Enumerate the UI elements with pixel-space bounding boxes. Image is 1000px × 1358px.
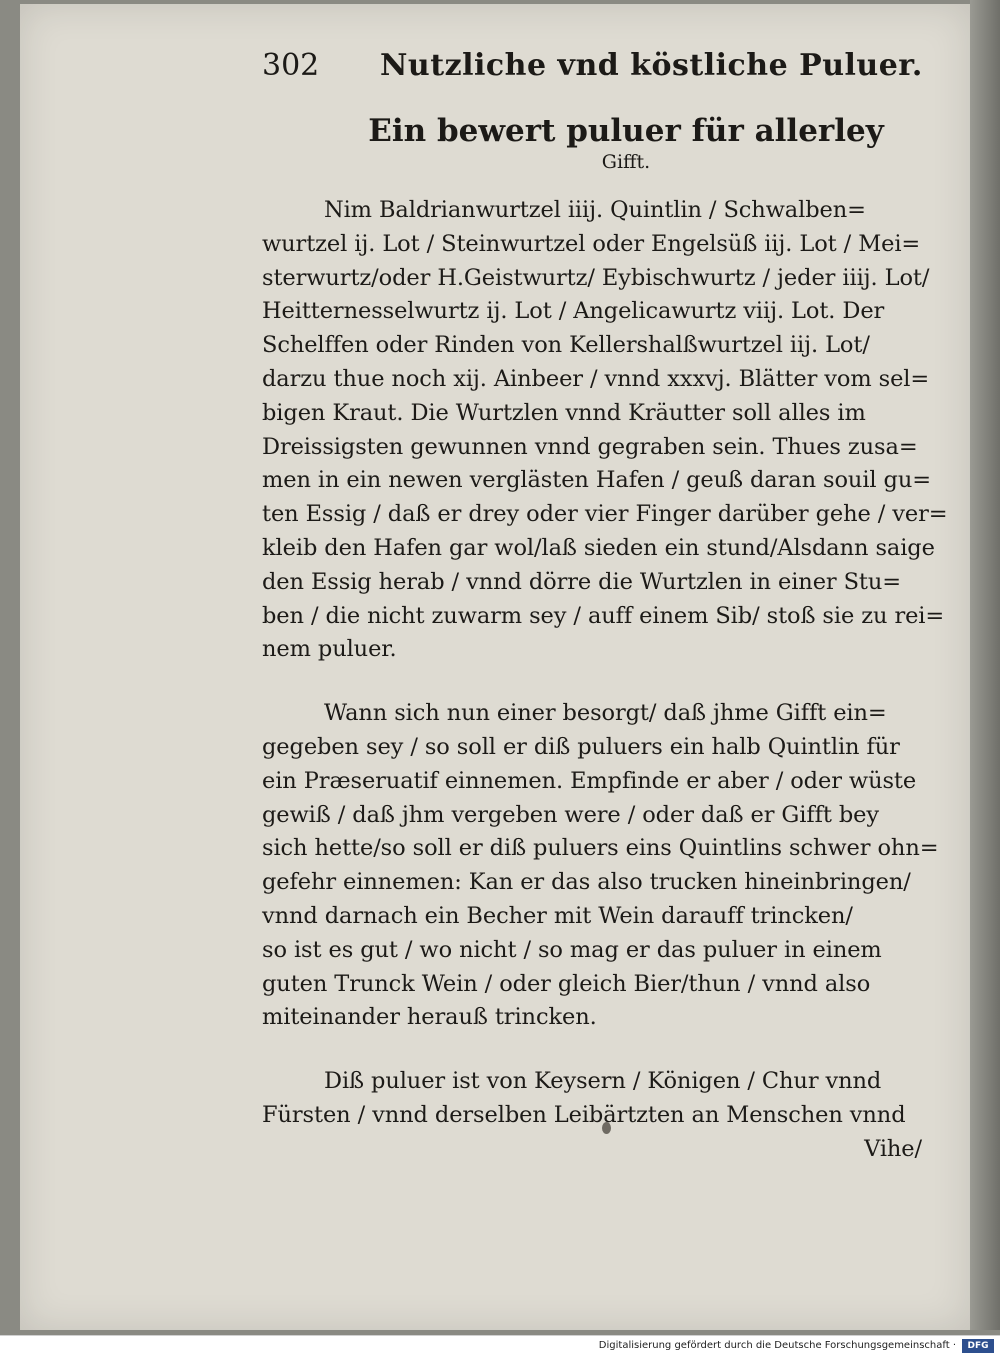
text-line: Wann sich nun einer besorgt/ daß jhme Gifft ein= [324, 700, 887, 727]
page-number: 302 [262, 48, 320, 83]
paragraph-recipe [262, 194, 948, 667]
catchword: Vihe/ [864, 1135, 922, 1162]
text-line: sich hette/so soll er diß puluers eins Quintlins schwer ohn= [262, 835, 939, 862]
text-line: nem puluer. [262, 636, 397, 663]
text-line: miteinander herauß trincken. [262, 1004, 597, 1031]
text-line: sterwurtz/oder H.Geistwurtz/ Eybischwurtz / jeder iiij. Lot/ [262, 264, 930, 291]
text-line: Fürsten / vnnd derselben Leibärtzten an Menschen vnnd [262, 1101, 906, 1128]
text-line: gefehr einnemen: Kan er das also trucken hineinbringen/ [262, 869, 911, 896]
paragraph-endorsement [262, 1065, 930, 1166]
text-line: gewiß / daß jhm vergeben were / oder daß er Gifft bey [262, 801, 879, 828]
running-head [262, 48, 930, 100]
text-line: Schelffen oder Rinden von Kellershalßwurtzel iij. Lot/ [262, 332, 870, 359]
text-line: kleib den Hafen gar wol/laß sieden ein stund/Alsdann saige [262, 534, 935, 561]
text-line: gegeben sey / so soll er diß puluers ein halb Quintlin für [262, 733, 900, 760]
text-line: vnnd darnach ein Becher mit Wein darauff trincken/ [262, 902, 853, 929]
text-line: so ist es gut / wo nicht / so mag er das puluer in einem [262, 936, 882, 963]
section-heading: Ein bewert puluer für allerley [368, 113, 884, 149]
section-subheading: Gifft. [601, 151, 651, 173]
footer-bar [0, 1335, 1000, 1358]
text-line: bigen Kraut. Die Wurtzlen vnnd Kräutter soll alles im [262, 399, 866, 426]
text-line: guten Trunck Wein / oder gleich Bier/thun / vnnd also [262, 970, 871, 997]
text-line: den Essig herab / vnnd dörre die Wurtzlen in einer Stu= [262, 568, 902, 595]
paragraph-usage [262, 697, 939, 1035]
text-line: ten Essig / daß er drey oder vier Finger darüber gehe / ver= [262, 501, 948, 528]
text-line: Diß puluer ist von Keysern / Königen / Chur vnnd [324, 1068, 882, 1095]
page-text [262, 48, 948, 1167]
book-page-edge [970, 0, 1000, 1330]
text-line: ein Præseruatif einnemen. Empfinde er aber / oder wüste [262, 767, 917, 794]
text-line: Dreissigsten gewunnen vnnd gegraben sein. Thues zusa= [262, 433, 918, 460]
text-line: Heitternesselwurtz ij. Lot / Angelicawurtz viij. Lot. Der [262, 298, 885, 325]
running-title: Nutzliche vnd köstliche Puluer. [380, 48, 923, 83]
text-line: ben / die nicht zuwarm sey / auff einem Sib/ stoß sie zu rei= [262, 602, 945, 629]
text-line: darzu thue noch xij. Ainbeer / vnnd xxxvj. Blätter vom sel= [262, 365, 930, 392]
text-line: men in ein newen verglästen Hafen / geuß daran souil gu= [262, 467, 932, 494]
dfg-logo: DFG [962, 1339, 994, 1353]
funding-credit: Digitalisierung gefördert durch die Deutsche Forschungsgemeinschaft · [598, 1340, 956, 1351]
text-line: wurtzel ij. Lot / Steinwurtzel oder Engelsüß iij. Lot / Mei= [262, 230, 921, 257]
text-line: Nim Baldrianwurtzel iiij. Quintlin / Schwalben= [324, 197, 866, 223]
